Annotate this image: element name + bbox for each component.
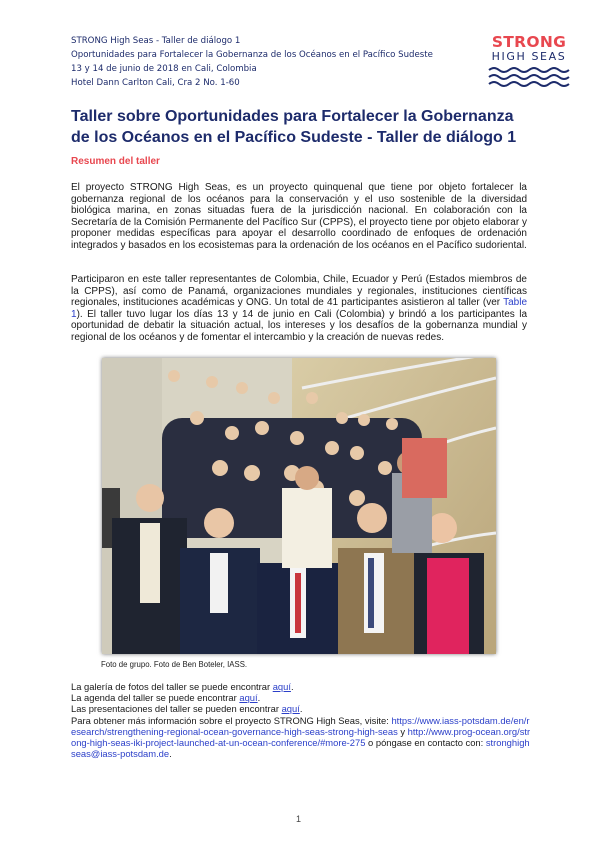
agenda-line bbox=[71, 692, 531, 703]
period: . bbox=[299, 703, 303, 715]
gallery-link[interactable]: aquí bbox=[272, 681, 291, 692]
more-info-text: Para obtener más información sobre el proyecto STRONG High Seas, visite: bbox=[71, 714, 392, 726]
paragraph-text: Participaron en este taller representantes de Colombia, Chile, Ecuador y Perú (Estados miembros de la CPPS), así como de Panamá, organizaciones mundiales y regionales, instituciones científicas regionales, instituciones académicas y ONG. Un total de 41 participantes asistieron al taller (ver bbox=[71, 274, 527, 309]
presentations-text: Las presentaciones del taller se pueden encontrar bbox=[71, 703, 282, 715]
strong-high-seas-logo bbox=[486, 34, 572, 96]
header-line: STRONG High Seas - Taller de diálogo 1 bbox=[71, 36, 241, 46]
contact-text: o póngase en contacto con: bbox=[365, 737, 486, 749]
header-line: 13 y 14 de junio de 2018 en Cali, Colombia bbox=[71, 64, 257, 74]
resources-section bbox=[71, 681, 531, 759]
agenda-link[interactable]: aquí bbox=[239, 692, 258, 704]
page-number: 1 bbox=[296, 814, 302, 824]
agenda-text: La agenda del taller se puede encontrar bbox=[71, 692, 240, 704]
logo-high-seas-text: HIGH SEAS bbox=[491, 50, 567, 63]
group-photo bbox=[102, 358, 496, 654]
presentations-link[interactable]: aquí bbox=[281, 703, 300, 715]
paragraph-text: ). El taller tuvo lugar los días 13 y 14 de junio en Cali (Colombia) y brindó a los participantes la oportunidad de debatir la situación actual, los intereses y los desafíos de la gobernanza mundial y regional de los océanos y de fomentar el intercambio y la creación de nuevas redes. bbox=[71, 308, 527, 343]
document-title: Taller sobre Oportunidades para Fortalecer la Gobernanza de los Océanos en el Pacífico Sudeste - Taller de diálogo 1 bbox=[71, 108, 517, 146]
header-line: Hotel Dann Carlton Cali, Cra 2 No. 1-60 bbox=[71, 78, 240, 88]
iass-url-link[interactable]: https://www.iass-potsdam.de/en/research/strengthening-regional-ocean-governance-high-seas-strong-high-seas bbox=[71, 714, 530, 737]
document-header bbox=[71, 34, 433, 90]
table-1-link[interactable]: Table 1 bbox=[71, 297, 527, 320]
period: . bbox=[290, 681, 294, 692]
gallery-line bbox=[71, 681, 531, 692]
prog-ocean-url-link[interactable]: http://www.prog-ocean.org/strong-high-seas-iki-project-launched-at-un-ocean-conference/#more-275 bbox=[71, 725, 531, 749]
email-link[interactable]: stronghighseas@iass-potsdam.de bbox=[71, 737, 530, 760]
presentations-line bbox=[71, 703, 531, 714]
section-heading: Resumen del taller bbox=[71, 156, 160, 167]
more-info-paragraph bbox=[71, 715, 531, 760]
conjunction-text: y bbox=[397, 725, 408, 737]
header-line: Oportunidades para Fortalecer la Gobernanza de los Océanos en el Pacífico Sudeste bbox=[71, 50, 433, 60]
period: . bbox=[169, 748, 172, 760]
period: . bbox=[257, 692, 261, 704]
logo-strong-text: STRONG bbox=[491, 33, 567, 51]
paragraph-project-summary: El proyecto STRONG High Seas, es un proyecto quinquenal que tiene por objeto fortalecer la gobernanza regional de los océanos para la conservación y el uso sostenible de la diversidad biológica marina, en zonas situadas fuera de la jurisdicción nacional. En colaboración con la Secretaría de la Comisión Permanente del Pacífico Sur (CPPS), el proyecto tiene por objeto elaborar y proponer medidas específicas para apoyar el desarrollo coordinado de enfoques de ordenación integrados y basados en los ecosistemas para la ordenación de los océanos en el Pacífico sudoriental. bbox=[71, 182, 527, 251]
group-photo-illustration bbox=[102, 358, 496, 654]
waves-icon bbox=[487, 66, 571, 90]
paragraph-participants bbox=[71, 274, 527, 344]
photo-caption: Foto de grupo. Foto de Ben Boteler, IASS. bbox=[101, 660, 248, 669]
gallery-text: La galería de fotos del taller se puede encontrar bbox=[71, 681, 273, 692]
